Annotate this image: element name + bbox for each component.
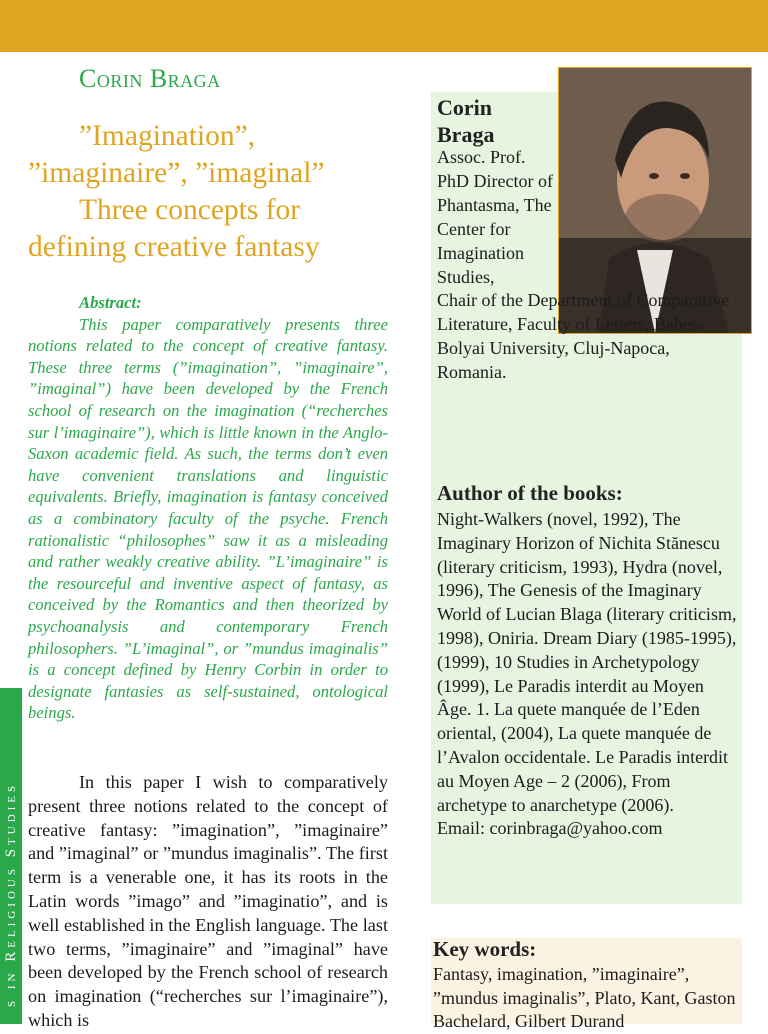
- name-line: Corin: [437, 95, 492, 120]
- title-line: ”Imagination”,: [79, 120, 256, 152]
- books-heading: Author of the books:: [437, 481, 623, 505]
- article-title: [28, 118, 388, 266]
- author-affiliation: [437, 146, 730, 385]
- books-list: [437, 508, 741, 841]
- journal-side-strip: [0, 688, 22, 1024]
- keywords-text: Fantasy, imagination, ”imaginaire”, ”mundus imaginalis”, Plato, Kant, Gaston Bachelard, Gilbert Durand: [433, 964, 736, 1031]
- affiliation-text: Assoc. Prof. PhD Director of Phantasma, The Center for Imagination Studies,: [437, 147, 553, 287]
- author-heading: Corin Braga: [79, 64, 221, 93]
- abstract-label: Abstract:: [79, 293, 142, 312]
- title-line: defining creative fantasy: [28, 231, 320, 263]
- keywords-heading: Key words:: [433, 937, 537, 961]
- abstract: [28, 292, 388, 724]
- sidebar-author-name: [437, 94, 494, 148]
- abstract-text: This paper comparatively presents three notions related to the concept of creative fantasy. These three terms (”imagination”, ”imaginaire”, ”imaginal”) have been developed by the French school of research on the imagination (“recherches sur l’imaginaire”), which is little known in the Anglo-Saxon academic field. As such, the terms don’t even have convenient translations and linguistic equivalents. Briefly, imagination is fantasy conceived as a combinatory faculty of the psyche. French rationalistic “philosophes” saw it as a misleading and rather weakly creative ability. ”L’imaginaire” is the resourceful and inventive aspect of fantasy, as conceived by the Romantics and then theorized by psychoanalysis and contemporary French philosophers. ”L’imaginal”, or ”mundus imaginalis” is a concept defined by Henry Corbin in order to designate fantasies as self-sustained, ontological beings.: [28, 314, 388, 723]
- title-line: ”imaginaire”, ”imaginal”: [28, 157, 325, 189]
- email-address[interactable]: corinbraga@yahoo.com: [489, 818, 663, 839]
- affiliation-text: Chair of the Department of Comparative Literature, Faculty of Letters, Babes-Bolyai University, Cluj-Napoca, Romania.: [437, 290, 730, 383]
- journal-side-label: s in Religious Studies: [3, 781, 19, 1007]
- intro-paragraph: In this paper I wish to comparatively present three notions related to the concept of creative fantasy: ”imagination”, ”imaginaire” and ”imaginal” or ”mundus imaginalis”. The first term is a venerable one, it has its roots in the Latin words ”imago” and ”imaginatio”, and is well established in the English language. The last two terms, ”imaginaire” and ”imaginal” have been developed by the French school of research on imagination (“recherches sur l’imaginaire”), which is: [28, 772, 388, 1030]
- title-line: Three concepts for: [79, 194, 301, 226]
- books-text: Night-Walkers (novel, 1992), The Imaginary Horizon of Nichita Stănescu (literary criticism, 1993), Hydra (novel, 1996), The Genesis of the Imaginary World of Lucian Blaga (literary criticism, 1998), Oniria. Dream Diary (1985-1995), (1999), 10 Studies in Archetypology (1999), Le Paradis interdit au Moyen Âge. 1. La quete manquée de l’Eden oriental, (2004), La quete manquée de l’Avalon occidentale. Le Paradis interdit au Moyen Age – 2 (2006), From archetype to anarchetype (2006).: [437, 509, 737, 815]
- header-bar: [0, 0, 768, 52]
- name-line: Braga: [437, 122, 495, 147]
- email-label: Email:: [437, 818, 485, 839]
